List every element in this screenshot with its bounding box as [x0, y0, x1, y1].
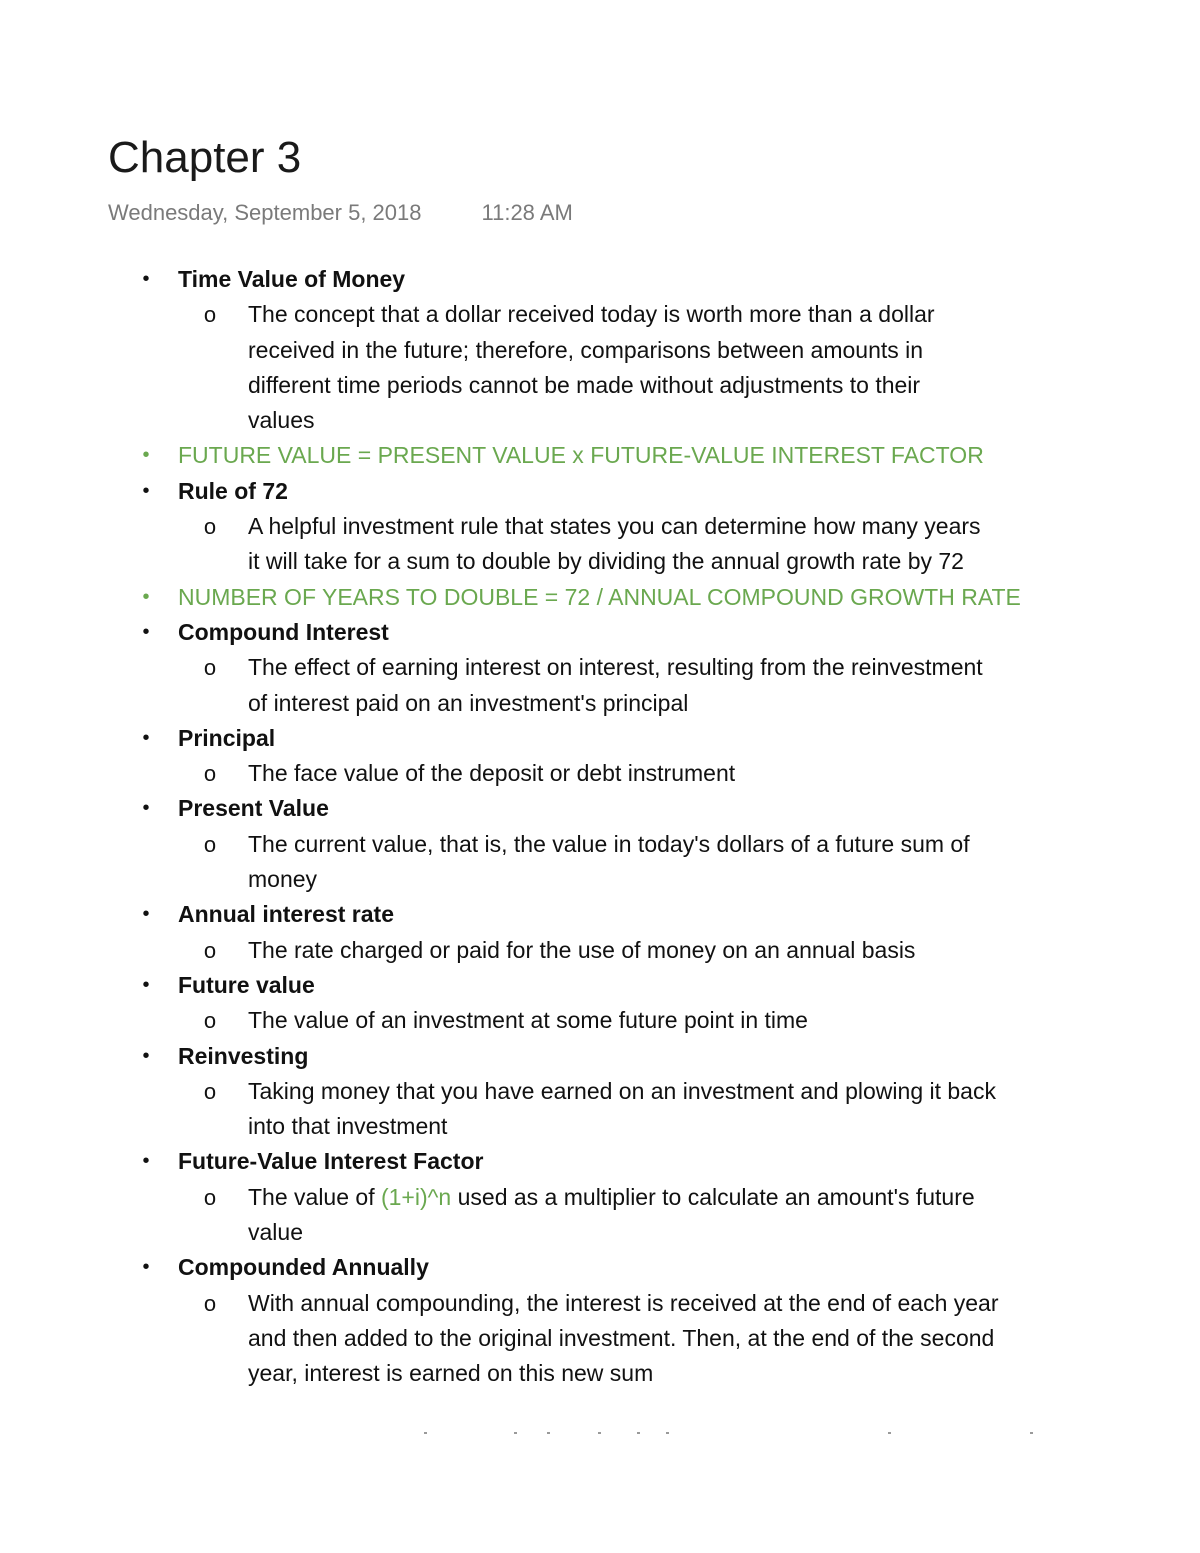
bullet-icon: • — [142, 797, 150, 820]
definition-text: The concept that a dollar received today is worth more than a dollar — [248, 301, 935, 328]
definition-text: it will take for a sum to double by dividing the annual growth rate by 72 — [248, 548, 964, 575]
sub-bullet-icon: o — [203, 1184, 217, 1210]
bullet-icon: • — [142, 1044, 150, 1067]
definition-line — [0, 650, 1200, 685]
list-item-future-value — [0, 968, 1200, 1003]
sub-bullet-icon: o — [203, 831, 217, 857]
bullet-icon: • — [142, 973, 150, 996]
term-label: Annual interest rate — [178, 901, 394, 928]
definition-text: Taking money that you have earned on an investment and plowing it back — [248, 1077, 996, 1104]
sub-bullet-icon: o — [203, 1078, 217, 1104]
definition-text: received in the future; therefore, comparisons between amounts in — [248, 336, 924, 363]
term-label: Time Value of Money — [178, 266, 406, 292]
sub-bullet-icon: o — [203, 655, 217, 681]
definition-text: different time periods cannot be made without adjustments to their — [248, 371, 921, 398]
bullet-icon: • — [142, 444, 150, 467]
definition-line — [0, 509, 1200, 544]
bullet-icon: • — [142, 585, 150, 608]
definition-line — [0, 686, 1200, 721]
sub-bullet-icon: o — [203, 302, 217, 328]
definition-line — [0, 544, 1200, 579]
list-item-reinvesting — [0, 1039, 1200, 1074]
term-label: Reinvesting — [178, 1042, 309, 1069]
definition-text: into that investment — [248, 1113, 448, 1140]
definition-line — [0, 1003, 1200, 1038]
page-date: Wednesday, September 5, 2018 — [108, 200, 422, 225]
formula-years-to-double — [0, 580, 1200, 615]
cutoff-artifact — [637, 1432, 640, 1434]
list-item-annual-interest-rate — [0, 897, 1200, 932]
list-item-fvif — [0, 1144, 1200, 1179]
definition-line — [0, 333, 1200, 368]
cutoff-artifact — [888, 1432, 891, 1434]
term-label: Present Value — [178, 795, 329, 822]
definition-text: values — [248, 407, 315, 434]
cutoff-artifact — [547, 1432, 550, 1434]
bullet-icon: • — [142, 726, 150, 749]
list-item-compound-interest — [0, 615, 1200, 650]
definition-text: The rate charged or paid for the use of money on an annual basis — [248, 936, 916, 963]
sub-bullet-icon: o — [203, 937, 217, 963]
definition-line — [0, 1180, 1200, 1215]
definition-text: A helpful investment rule that states you can determine how many years — [248, 513, 981, 540]
term-label: Compound Interest — [178, 618, 389, 645]
term-label: Future value — [178, 971, 315, 998]
definition-line — [0, 933, 1200, 968]
definition-text: and then added to the original investment. Then, at the end of the second — [248, 1324, 995, 1351]
cutoff-artifact — [424, 1432, 427, 1434]
definition-text: The effect of earning interest on interest, resulting from the reinvestment — [248, 654, 983, 681]
term-label: Future-Value Interest Factor — [178, 1148, 484, 1175]
definition-line — [0, 1356, 1200, 1391]
list-item-tvm — [0, 262, 1200, 297]
list-item-principal — [0, 721, 1200, 756]
definition-line — [0, 403, 1200, 438]
page-time: 11:28 AM — [481, 200, 573, 225]
term-label: Principal — [178, 724, 276, 751]
definition-line — [0, 862, 1200, 897]
formula-text: FUTURE VALUE = PRESENT VALUE x FUTURE-VALUE INTEREST FACTOR — [178, 442, 984, 469]
notes-list — [0, 262, 1200, 1392]
bullet-icon: • — [142, 479, 150, 502]
definition-line — [0, 1109, 1200, 1144]
sub-bullet-icon: o — [203, 761, 217, 787]
inline-formula: (1+i)^n — [380, 1183, 452, 1210]
definition-text: With annual compounding, the interest is received at the end of each year — [248, 1289, 999, 1316]
bullet-icon: • — [142, 1150, 150, 1173]
definition-line — [0, 756, 1200, 791]
sub-bullet-icon: o — [203, 514, 217, 540]
definition-text: The value of an investment at some future point in time — [248, 1007, 808, 1034]
bullet-icon: • — [142, 1256, 150, 1279]
cutoff-artifact — [598, 1432, 601, 1434]
definition-text: The value of — [248, 1183, 381, 1210]
page-title: Chapter 3 — [108, 133, 302, 182]
definition-line — [0, 1215, 1200, 1250]
list-item-compounded-annually — [0, 1250, 1200, 1285]
cutoff-artifact — [1030, 1432, 1033, 1434]
definition-line — [0, 297, 1200, 332]
bullet-icon: • — [142, 268, 150, 290]
list-item-rule-of-72 — [0, 474, 1200, 509]
bullet-icon: • — [142, 903, 150, 926]
definition-text: of interest paid on an investment's principal — [248, 689, 689, 716]
term-label: Rule of 72 — [178, 477, 288, 504]
page-meta — [108, 198, 573, 228]
term-label: Compounded Annually — [178, 1254, 429, 1281]
formula-future-value — [0, 438, 1200, 473]
sub-bullet-icon: o — [203, 1008, 217, 1034]
definition-text: The face value of the deposit or debt instrument — [248, 760, 736, 787]
definition-text: The current value, that is, the value in today's dollars of a future sum of — [248, 830, 970, 857]
list-item-present-value — [0, 791, 1200, 826]
definition-line — [0, 1074, 1200, 1109]
definition-line — [0, 368, 1200, 403]
definition-text: value — [248, 1219, 303, 1246]
definition-line — [0, 1286, 1200, 1321]
definition-text: used as a multiplier to calculate an amount's future — [451, 1183, 975, 1210]
bullet-icon: • — [142, 620, 150, 643]
definition-line — [0, 1321, 1200, 1356]
cutoff-artifact — [514, 1432, 517, 1434]
cutoff-artifact — [666, 1432, 669, 1434]
definition-text: year, interest is earned on this new sum — [248, 1360, 654, 1387]
definition-text: money — [248, 866, 318, 893]
formula-text: NUMBER OF YEARS TO DOUBLE = 72 / ANNUAL COMPOUND GROWTH RATE — [178, 583, 1021, 610]
definition-line — [0, 827, 1200, 862]
sub-bullet-icon: o — [203, 1290, 217, 1316]
